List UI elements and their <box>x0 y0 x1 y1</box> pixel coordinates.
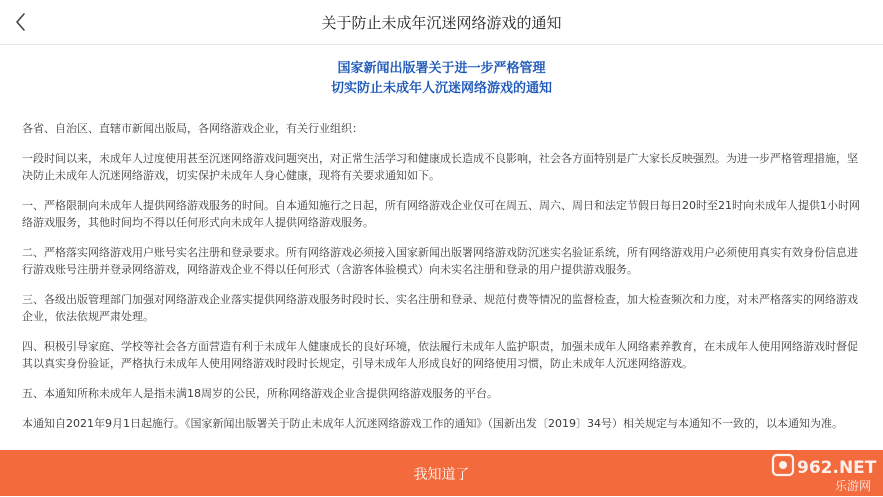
notice-paragraph: 一段时间以来，未成年人过度使用甚至沉迷网络游戏问题突出，对正常生活学习和健康成长造成不良影响，社会各方面特别是广大家长反映强烈。为进一步严格管理措施，坚决防止未成年人沉迷网络游戏，切实保护未成年人身心健康，现将有关要求通知如下。 <box>22 152 858 182</box>
notice-title-line1: 国家新闻出版署关于进一步严格管理 <box>337 61 546 76</box>
notice-paragraph: 五、本通知所称未成年人是指未满18周岁的公民，所称网络游戏企业含提供网络游戏服务的平台。 <box>22 387 498 400</box>
notice-title-line2: 切实防止未成年人沉迷网络游戏的通知 <box>330 81 552 96</box>
top-bar <box>0 0 883 45</box>
page-title: 关于防止未成年沉迷网络游戏的通知 <box>321 14 562 32</box>
site-watermark-logo <box>769 452 881 494</box>
watermark-sub-text: 乐游网 <box>835 479 872 493</box>
notice-paragraph: 一、严格限制向未成年人提供网络游戏服务的时间。自本通知施行之日起，所有网络游戏企业仅可在周五、周六、周日和法定节假日每日20时至21时向未成年人提供1小时网络游戏服务，其他时间均不得以任何形式向未成年人提供网络游戏服务。 <box>22 199 860 229</box>
notice-content[interactable] <box>0 45 883 450</box>
watermark-logo-text: 962.NET <box>797 458 877 478</box>
notice-paragraph: 本通知自2021年9月1日起施行。《国家新闻出版署关于防止未成年人沉迷网络游戏工作的通知》（国新出发〔2019〕34号）相关规定与本通知不一致的，以本通知为准。 <box>22 417 843 430</box>
notice-paragraph: 二、严格落实网络游戏用户账号实名注册和登录要求。所有网络游戏必须接入国家新闻出版署网络游戏防沉迷实名验证系统，所有网络游戏用户必须使用真实有效身份信息进行游戏账号注册并登录网络游戏，网络游戏企业不得以任何形式（含游客体验模式）向未实名注册和登录的用户提供游戏服务。 <box>22 246 858 276</box>
notice-paragraph: 三、各级出版管理部门加强对网络游戏企业落实提供网络游戏服务时段时长、实名注册和登录、规范付费等情况的监督检查，加大检查频次和力度，对未严格落实的网络游戏企业，依法依规严肃处理。 <box>22 293 858 323</box>
confirm-button[interactable]: 我知道了 <box>0 450 883 496</box>
notice-paragraph: 四、积极引导家庭、学校等社会各方面营造有利于未成年人健康成长的良好环境，依法履行未成年人监护职责，加强未成年人网络素养教育，在未成年人使用网络游戏时督促其以真实身份验证，严格执行未成年人使用网络游戏时段时长规定，引导未成年人形成良好的网络使用习惯，防止未成年人沉迷网络游戏。 <box>22 340 858 370</box>
notice-paragraph: 各省、自治区、直辖市新闻出版局，各网络游戏企业，有关行业组织： <box>22 122 363 135</box>
